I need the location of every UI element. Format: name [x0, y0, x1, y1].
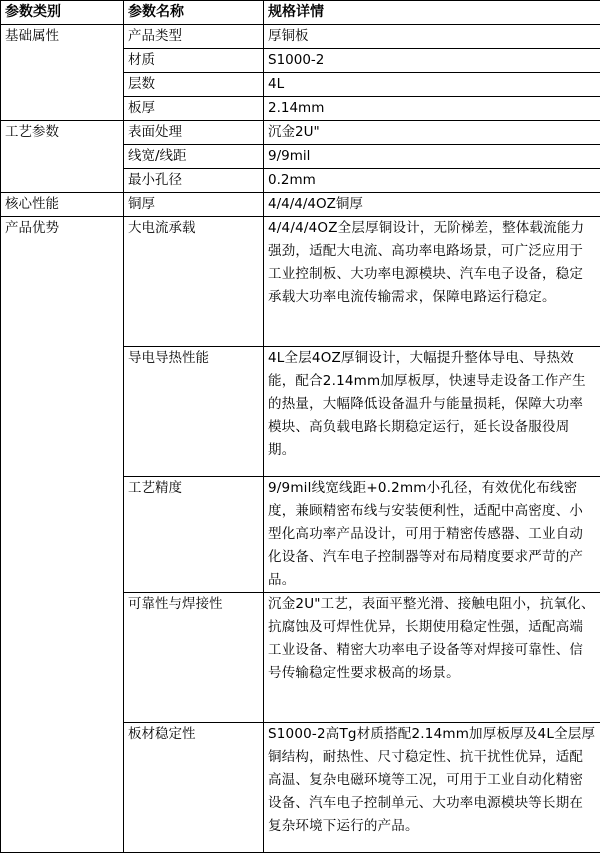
row-stability-value: S1000-2高Tg材质搭配2.14mm加厚板厚及4L全层厚铜结构，耐热性、尺寸稳定性、抗干扰性优异，适配高温、复杂电磁环境等工况，可用于工业自动化精密设备、汽车电子控制单元、大功率电源模块等长期在复杂环境下运行的产品。 — [264, 723, 600, 853]
row-conduct-heat-value: 4L全层4OZ厚铜设计，大幅提升整体导电、导热效能，配合2.14mm加厚板厚，快速导走设备工作产生的热量，大幅降低设备温升与能量损耗，保障大功率模块、高负载电路长期稳定运行，延长设备服役周期。 — [264, 347, 600, 477]
row-conduct-heat-name: 导电导热性能 — [124, 347, 264, 477]
group-core-label: 核心性能 — [1, 193, 124, 217]
row-layers-value: 4L — [264, 73, 600, 97]
row-precision-value: 9/9mil线宽线距+0.2mm小孔径，有效优化布线密度，兼顾精密布线与安装便利性，适配中高密度、小型化高功率产品设计，可用于精密传感器、工业自动化设备、汽车电子控制器等对布局精度要求严苛的产品。 — [264, 477, 600, 593]
table-row — [1, 121, 600, 145]
row-product-type-name: 产品类型 — [124, 25, 264, 49]
table-row — [1, 193, 600, 217]
group-basic-label: 基础属性 — [1, 25, 124, 121]
row-thickness-value: 2.14mm — [264, 97, 600, 121]
row-surface-value: 沉金2U" — [264, 121, 600, 145]
row-layers-name: 层数 — [124, 73, 264, 97]
header-name: 参数名称 — [124, 1, 264, 25]
header-detail: 规格详情 — [264, 1, 600, 25]
row-min-hole-name: 最小孔径 — [124, 169, 264, 193]
group-process-label: 工艺参数 — [1, 121, 124, 193]
row-precision-name: 工艺精度 — [124, 477, 264, 593]
table-row — [1, 217, 600, 347]
row-surface-name: 表面处理 — [124, 121, 264, 145]
row-min-hole-value: 0.2mm — [264, 169, 600, 193]
row-thickness-name: 板厚 — [124, 97, 264, 121]
row-high-current-value: 4/4/4/4OZ全层厚铜设计，无阶梯差，整体载流能力强劲，适配大电流、高功率电路场景，可广泛应用于工业控制板、大功率电源模块、汽车电子设备，稳定承载大功率电流传输需求，保障电路运行稳定。 — [264, 217, 600, 347]
row-copper-name: 铜厚 — [124, 193, 264, 217]
row-line-width-name: 线宽/线距 — [124, 145, 264, 169]
table-row — [1, 25, 600, 49]
row-material-value: S1000-2 — [264, 49, 600, 73]
row-reliability-name: 可靠性与焊接性 — [124, 593, 264, 723]
row-high-current-name: 大电流承载 — [124, 217, 264, 347]
row-line-width-value: 9/9mil — [264, 145, 600, 169]
row-stability-name: 板材稳定性 — [124, 723, 264, 853]
row-copper-value: 4/4/4/4OZ铜厚 — [264, 193, 600, 217]
group-advantage-label: 产品优势 — [1, 217, 124, 853]
row-reliability-value: 沉金2U"工艺，表面平整光滑、接触电阻小，抗氧化、抗腐蚀及可焊性优异，长期使用稳定性强，适配高端工业设备、精密大功率电子设备等对焊接可靠性、信号传输稳定性要求极高的场景。 — [264, 593, 600, 723]
header-row — [1, 1, 600, 25]
row-product-type-value: 厚铜板 — [264, 25, 600, 49]
row-material-name: 材质 — [124, 49, 264, 73]
header-category: 参数类别 — [1, 1, 124, 25]
